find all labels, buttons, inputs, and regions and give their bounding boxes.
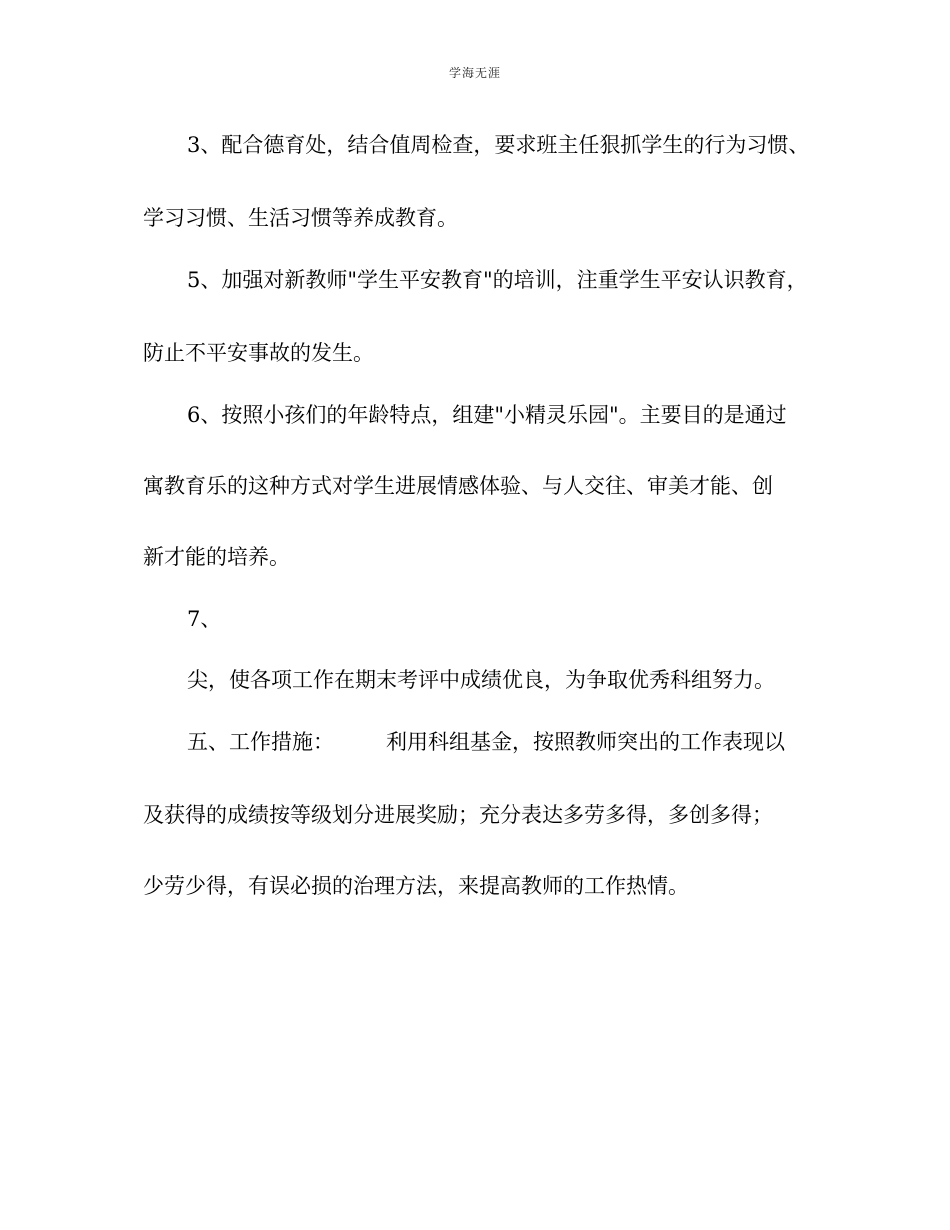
- paragraph-line: 尖，使各项工作在期末考评中成绩优良，为争取优秀科组努力。: [187, 668, 775, 692]
- paragraph-line: 少劳少得，有误必损的治理方法，来提高教师的工作热情。: [143, 874, 689, 898]
- page-header: 学海无涯: [448, 66, 501, 80]
- paragraph-line: 利用科组基金，按照教师突出的工作表现以: [386, 730, 785, 754]
- paragraph-line: 新才能的培养。: [143, 545, 290, 569]
- paragraph-line: 寓教育乐的这种方式对学生进展情感体验、与人交往、审美才能、创: [143, 474, 773, 498]
- section-heading: 五、工作措施：: [187, 730, 334, 754]
- paragraph-line: 6、按照小孩们的年龄特点，组建"小精灵乐园"。主要目的是通过: [187, 403, 787, 427]
- paragraph-line: 3、配合德育处，结合值周检查，要求班主任狠抓学生的行为习惯、: [187, 133, 810, 157]
- paragraph-line: 及获得的成绩按等级划分进展奖励；充分表达多劳多得，多创多得；: [143, 803, 773, 827]
- paragraph-line: 学习习惯、生活习惯等养成教育。: [143, 206, 458, 230]
- paragraph-line: 5、加强对新教师"学生平安教育"的培训，注重学生平安认识教育，: [187, 268, 808, 292]
- paragraph-line: 7、: [187, 607, 222, 631]
- paragraph-line: 防止不平安事故的发生。: [143, 341, 374, 365]
